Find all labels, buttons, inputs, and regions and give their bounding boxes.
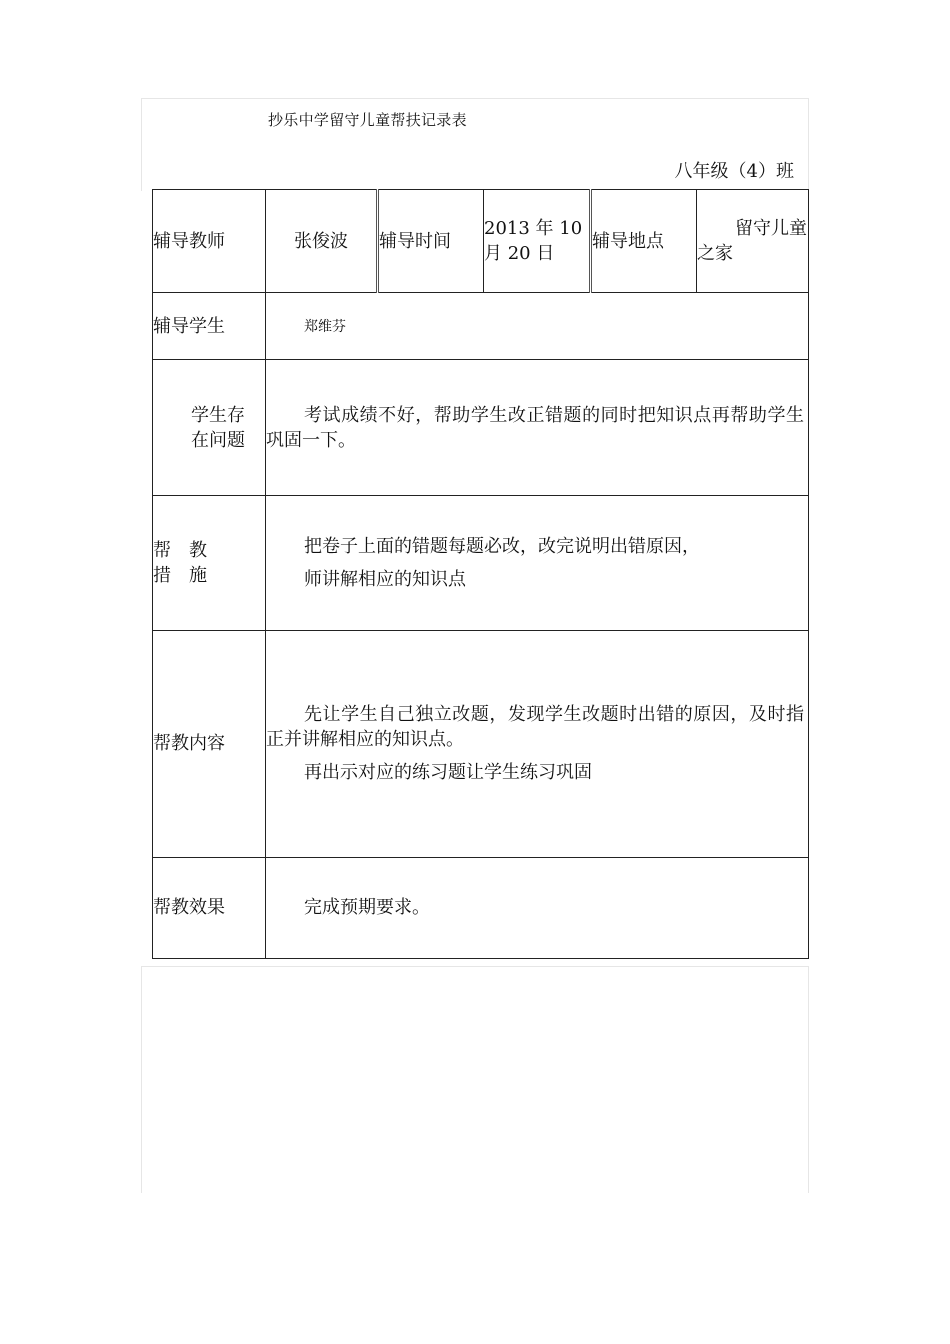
place-label: 辅导地点: [591, 190, 697, 293]
problem-label-line1: 学生存: [191, 404, 245, 426]
place-value-text: 留守儿童之家: [697, 218, 807, 265]
time-label: 辅导时间: [378, 190, 484, 293]
place-value: [697, 190, 809, 293]
time-value: [484, 190, 591, 293]
content-text-para1: 先让学生自己独立改题，发现学生改题时出错的原因，及时指正并讲解相应的知识点。: [266, 704, 804, 751]
problem-text: 考试成绩不好，帮助学生改正错题的同时把知识点再帮助学生巩固一下。: [266, 404, 804, 451]
measure-label-line1: 帮教: [153, 539, 225, 561]
problem-label-text: [153, 403, 245, 453]
time-value-text: 2013 年 10 月 20 日: [484, 218, 583, 265]
effect-label: 帮教效果: [153, 857, 266, 958]
table-row-teacher: [153, 190, 809, 293]
table-row-problem: [153, 360, 809, 496]
student-label: 辅导学生: [153, 293, 266, 360]
table-row-measure: [153, 496, 809, 630]
page-frame-bottom: [141, 966, 809, 1193]
content-text-para2: 再出示对应的练习题让学生练习巩固: [304, 762, 592, 784]
student-name: 郑维芬: [304, 318, 346, 335]
teacher-name: 张俊波: [266, 190, 378, 293]
measure-text-line2: 师讲解相应的知识点: [304, 568, 466, 590]
problem-label: [153, 360, 266, 496]
teacher-label: 辅导教师: [153, 190, 266, 293]
class-label: 八年级（4）班: [674, 161, 794, 182]
problem-label-line2: 在问题: [191, 429, 245, 451]
document-title: 抄乐中学留守儿童帮扶记录表: [268, 111, 467, 129]
table-row-content: [153, 630, 809, 857]
measure-text-line1: 把卷子上面的错题每题必改，改完说明出错原因，: [304, 535, 700, 557]
measure-text-cell: [266, 496, 809, 630]
content-text-cell: [266, 630, 809, 857]
measure-label: [153, 496, 266, 630]
table-row-effect: [153, 857, 809, 958]
student-name-cell: [266, 293, 809, 360]
table-row-student: [153, 293, 809, 360]
problem-text-cell: [266, 360, 809, 496]
measure-label-line2: 措施: [153, 564, 225, 586]
record-table: [152, 189, 809, 959]
content-label: 帮教内容: [153, 630, 266, 857]
effect-text: 完成预期要求。: [266, 857, 809, 958]
